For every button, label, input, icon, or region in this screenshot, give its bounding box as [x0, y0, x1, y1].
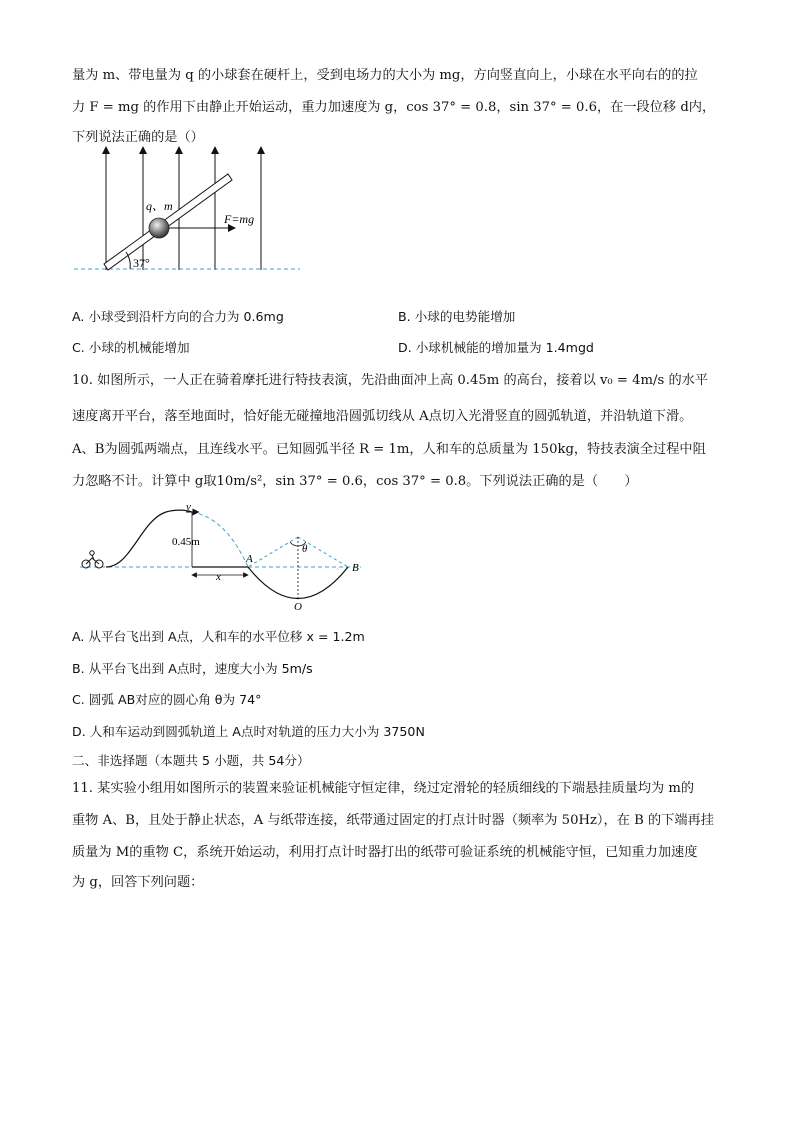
q9-intro-line-1: 量为 m、带电量为 q 的小球套在硬杆上，受到电场力的大小为 mg，方向竖直向上，小球在水平向右的的拉	[72, 68, 698, 83]
q9-option-a: A. 小球受到沿杆方向的合力为 0.6mg	[72, 309, 284, 324]
section-2-heading: 二、非选择题（本题共 5 小题，共 54分）	[72, 753, 310, 768]
q10-line-4: 力忽略不计。计算中 g取10m/s²，sin 37° = 0.6，cos 37° = 0.8。下列说法正确的是（ ）	[72, 474, 638, 489]
charged-ball	[149, 218, 169, 238]
q9-figure	[70, 140, 310, 280]
radius-a	[248, 537, 298, 567]
height-label: 0.45m	[172, 536, 200, 548]
q10-option-a: A. 从平台飞出到 A点，人和车的水平位移 x = 1.2m	[72, 629, 365, 644]
q10-option-b: B. 从平台飞出到 A点时，速度大小为 5m/s	[72, 661, 313, 676]
point-a-label: A	[246, 553, 253, 565]
q10-line-1: 10. 如图所示，一人正在骑着摩托进行特技表演，先沿曲面冲上高 0.45m 的高台，接着以 v₀ = 4m/s 的水平	[72, 373, 709, 388]
theta-label: θ	[302, 543, 308, 555]
point-b-label: B	[352, 562, 359, 574]
q11-line-1: 11. 某实验小组用如图所示的装置来验证机械能守恒定律，绕过定滑轮的轻质细线的下端悬挂质量均为 m的	[72, 781, 695, 796]
q9-intro-line-2: 力 F = mg 的作用下由静止开始运动，重力加速度为 g，cos 37° = 0.8，sin 37° = 0.6，在一段位移 d内，	[72, 100, 716, 115]
q11-line-3: 质量为 M的重物 C，系统开始运动，利用打点计时器打出的纸带可验证系统的机械能守恒，已知重力加速度	[72, 845, 698, 860]
q10-option-c: C. 圆弧 AB对应的圆心角 θ为 74°	[72, 692, 262, 707]
q10-line-3: A、B为圆弧两端点，且连线水平。已知圆弧半径 R = 1m，人和车的总质量为 150kg，特技表演全过程中阻	[72, 442, 706, 457]
q9-option-d: D. 小球机械能的增加量为 1.4mgd	[398, 340, 594, 355]
angle-label: 37°	[133, 256, 150, 270]
q9-intro-line-3: 下列说法正确的是（）	[72, 130, 204, 145]
force-label: F=mg	[224, 212, 255, 226]
q9-option-b: B. 小球的电势能增加	[398, 309, 516, 324]
q11-line-2: 重物 A、B，且处于静止状态，A 与纸带连接，纸带通过固定的打点计时器（频率为 50Hz），在 B 的下端再挂	[72, 813, 714, 828]
inclined-rod	[104, 174, 232, 270]
motorcycle-icon	[82, 551, 103, 568]
q11-line-4: 为 g，回答下列问题：	[72, 875, 204, 890]
q9-option-c: C. 小球的机械能增加	[72, 340, 190, 355]
point-o-label: O	[294, 601, 302, 613]
q10-line-2: 速度离开平台，落至地面时，恰好能无碰撞地沿圆弧切线从 A点切入光滑竖直的圆弧轨道，并沿轨道下滑。	[72, 409, 693, 424]
velocity-label: v	[186, 501, 191, 513]
trajectory	[192, 512, 248, 567]
x-label: x	[216, 571, 221, 583]
ball-label: q、m	[146, 199, 173, 213]
q10-figure	[76, 500, 376, 620]
q10-option-d: D. 人和车运动到圆弧轨道上 A点时对轨道的压力大小为 3750N	[72, 724, 425, 739]
